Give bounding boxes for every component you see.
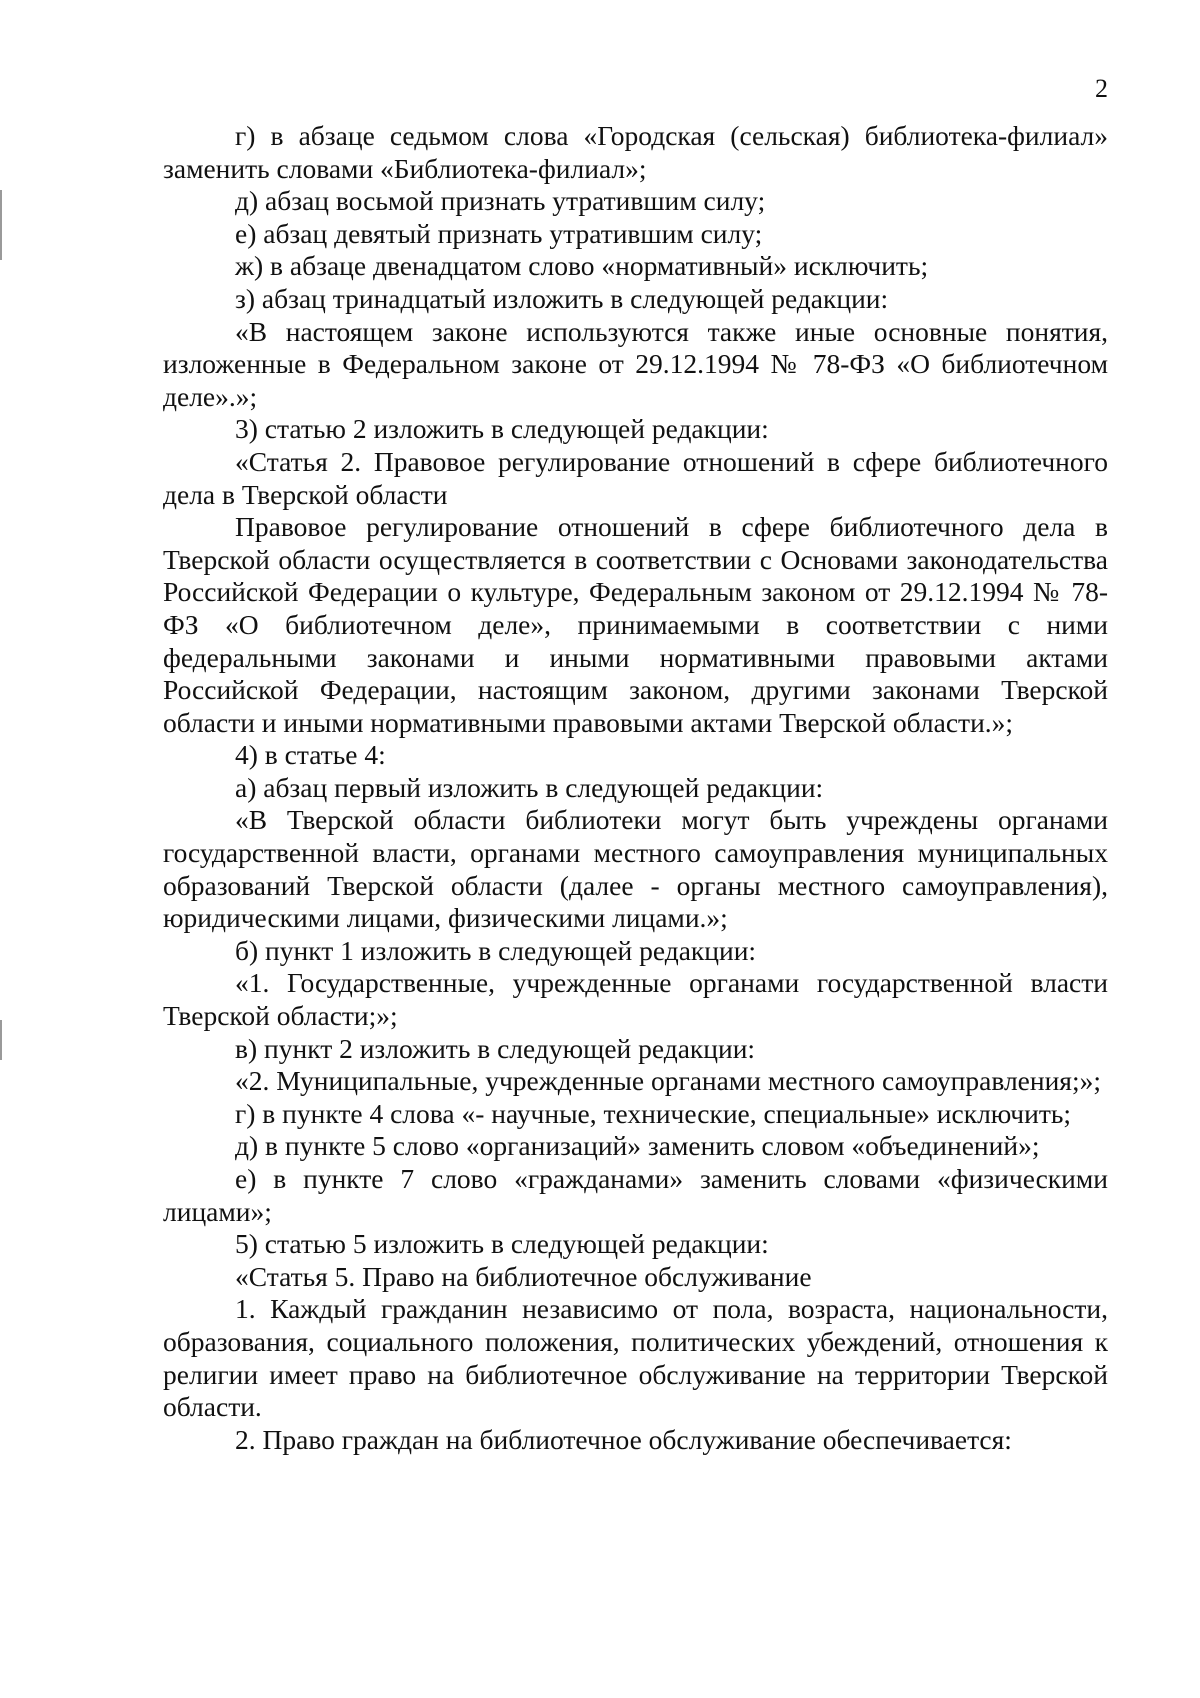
paragraph: 2. Право граждан на библиотечное обслуживание обеспечивается: [235, 1423, 1012, 1455]
paragraph: Правовое регулирование отношений в сфере библиотечного дела в Тверской области осуществляется в соответствии с Основами законодательства Российской Федерации о культуре, Федеральным законом от 29.12.1994 № 78-ФЗ «О библиотечном деле», принимаемыми в соответствии с ними федеральными законами и иными нормативными правовыми актами Российской Федерации, настоящим законом, другими законами Тверской области и иными нормативными правовыми актами Тверской области.»; [163, 511, 1108, 738]
paragraph: б) пункт 1 изложить в следующей редакции: [235, 934, 757, 966]
paragraph: ж) в абзаце двенадцатом слово «нормативный» исключить; [235, 250, 929, 282]
scan-edge-mark [0, 1020, 2, 1060]
paragraph: «1. Государственные, учрежденные органами государственной власти Тверской области;»; [163, 967, 1108, 1032]
paragraph: 5) статью 5 изложить в следующей редакции: [235, 1228, 769, 1260]
paragraph: г) в пункте 4 слова «- научные, технические, специальные» исключить; [235, 1097, 1072, 1129]
paragraph: 4) в статье 4: [235, 739, 386, 771]
scan-edge-mark [0, 190, 2, 260]
paragraph: «В настоящем законе используются также иные основные понятия, изложенные в Федеральном законе от 29.12.1994 № 78-ФЗ «О библиотечном деле».»; [163, 315, 1108, 412]
paragraph: в) пункт 2 изложить в следующей редакции: [235, 1032, 756, 1064]
paragraph: е) абзац девятый признать утратившим силу; [235, 217, 763, 249]
paragraph: 1. Каждый гражданин независимо от пола, возраста, национальности, образования, социального положения, политических убеждений, отношения к религии имеет право на библиотечное обслуживание на территории Тверской области. [163, 1293, 1108, 1423]
paragraph: е) в пункте 7 слово «гражданами» заменить словами «физическими лицами»; [163, 1163, 1108, 1227]
paragraph: «Статья 5. Право на библиотечное обслуживание [235, 1260, 812, 1292]
paragraph: «В Тверской области библиотеки могут быть учреждены органами государственной власти, органами местного самоуправления муниципальных образований Тверской области (далее - органы местного самоуправления), юридическими лицами, физическими лицами.»; [163, 804, 1108, 934]
paragraph: 3) статью 2 изложить в следующей редакции: [235, 413, 769, 445]
paragraph: «2. Муниципальные, учрежденные органами местного самоуправления;»; [235, 1065, 1101, 1097]
paragraph: з) абзац тринадцатый изложить в следующей редакции: [235, 282, 889, 314]
document-body [163, 120, 1108, 1456]
paragraph: «Статья 2. Правовое регулирование отношений в сфере библиотечного дела в Тверской области [163, 445, 1108, 510]
paragraph: г) в абзаце седьмом слова «Городская (сельская) библиотека-филиал» заменить словами «Библиотека-филиал»; [163, 120, 1108, 184]
paragraph: а) абзац первый изложить в следующей редакции: [235, 771, 824, 803]
page-number: 2 [1095, 74, 1108, 103]
paragraph: д) абзац восьмой признать утратившим силу; [235, 185, 766, 217]
paragraph: д) в пункте 5 слово «организаций» заменить словом «объединений»; [235, 1130, 1040, 1162]
